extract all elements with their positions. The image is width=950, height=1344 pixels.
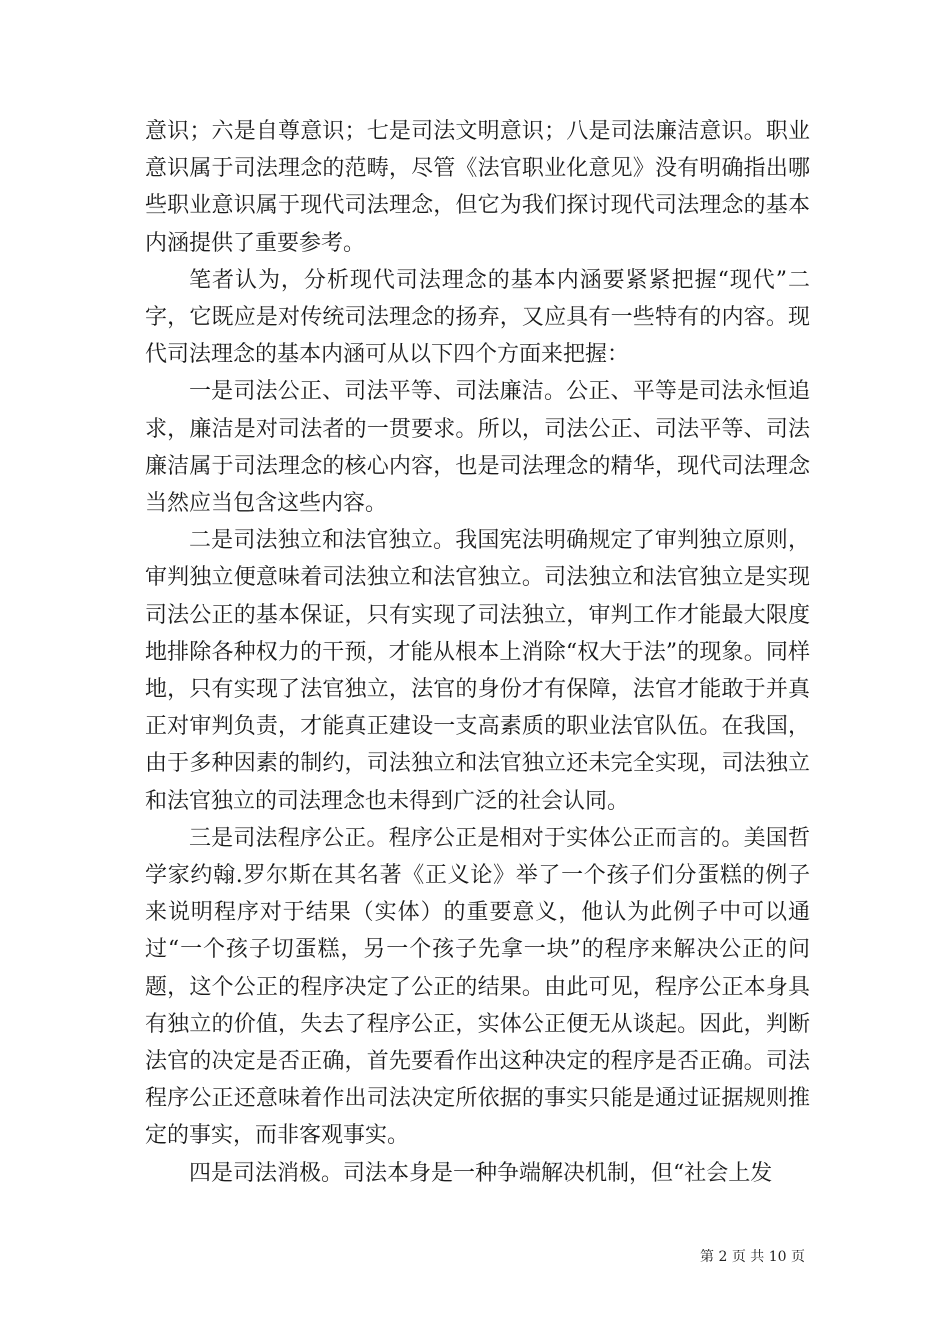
paragraph-point-two: 二是司法独立和法官独立。我国宪法明确规定了审判独立原则，审判独立便意味着司法独立和法官独立。司法独立和法官独立是实现司法公正的基本保证，只有实现了司法独立，审判工作才能最大限度地排除各种权力的干预，才能从根本上消除“权大于法”的现象。同样地，只有实现了法官独立，法官的身份才有保障，法官才能敢于并真正对审判负责，才能真正建设一支高素质的职业法官队伍。在我国，由于多种因素的制约，司法独立和法官独立还未完全实现，司法独立和法官独立的司法理念也未得到广泛的社会认同。 [145,528,810,814]
paragraph-continuation: 意识；六是自尊意识；七是司法文明意识；八是司法廉洁意识。职业意识属于司法理念的范畴，尽管《法官职业化意见》没有明确指出哪些职业意识属于现代司法理念，但它为我们探讨现代司法理念的基本内涵提供了重要参考。 [145,119,810,256]
body-text [145,113,810,1192]
paragraph-point-three: 三是司法程序公正。程序公正是相对于实体公正而言的。美国哲学家约翰.罗尔斯在其名著《正义论》举了一个孩子们分蛋糕的例子来说明程序对于结果（实体）的重要意义，他认为此例子中可以通过“一个孩子切蛋糕，另一个孩子先拿一块”的程序来解决公正的问题，这个公正的程序决定了公正的结果。由此可见，程序公正本身具有独立的价值，失去了程序公正，实体公正便无从谈起。因此，判断法官的决定是否正确，首先要看作出这种决定的程序是否正确。司法程序公正还意味着作出司法决定所依据的事实只能是通过证据规则推定的事实，而非客观事实。 [145,825,810,1149]
paragraph-point-four: 四是司法消极。司法本身是一种争端解决机制，但“社会上发 [189,1160,773,1186]
paragraph-point-one: 一是司法公正、司法平等、司法廉洁。公正、平等是司法永恒追求，廉洁是对司法者的一贯要求。所以，司法公正、司法平等、司法廉洁属于司法理念的核心内容，也是司法理念的精华，现代司法理念当然应当包含这些内容。 [145,379,810,517]
paragraph-modern-concept: 笔者认为，分析现代司法理念的基本内涵要紧紧把握“现代”二字，它既应是对传统司法理念的扬弃，又应具有一些特有的内容。现代司法理念的基本内涵可从以下四个方面来把握： [145,267,810,368]
page-number-footer: 第 2 页 共 10 页 [700,1249,805,1265]
